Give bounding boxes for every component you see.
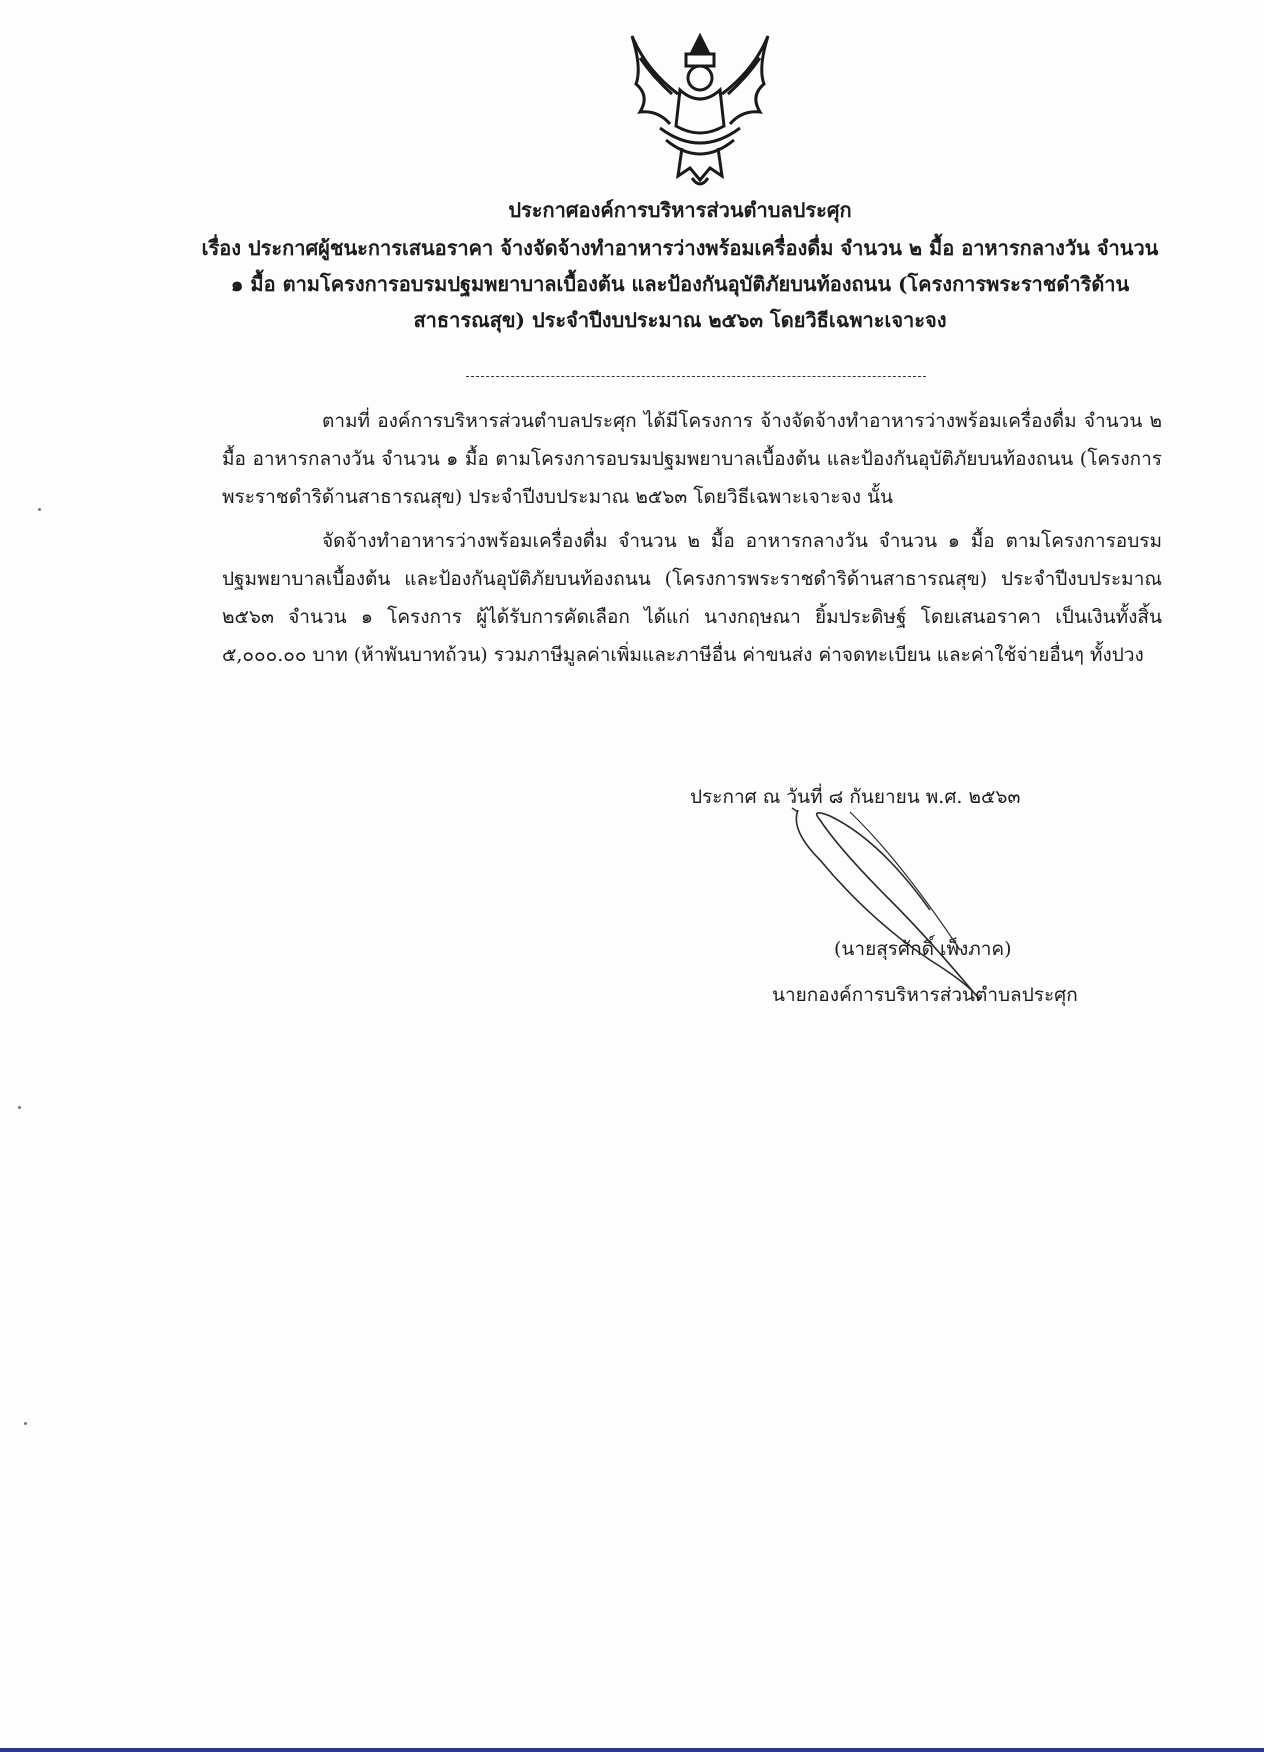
scan-speck — [18, 1106, 21, 1109]
signatory-name: (นายสุรศักดิ์ เพ็งภาค) — [834, 938, 1012, 960]
garuda-emblem-icon — [620, 28, 780, 193]
announcement-date: ประกาศ ณ วันที่ ๘ กันยายน พ.ศ. ๒๕๖๓ — [690, 786, 1021, 808]
announcement-title: ประกาศองค์การบริหารส่วนตำบลประศุก — [508, 198, 852, 222]
scan-speck — [24, 1422, 27, 1425]
announcement-subject: เรื่อง ประกาศผู้ชนะการเสนอราคา จ้างจัดจ้างทำอาหารว่างพร้อมเครื่องดื่ม จำนวน ๒ มื้อ อาหารกลางวัน จำนวน ๑ มื้อ ตามโครงการอบรมปฐมพยาบาลเบื้องต้น และป้องกันอุบัติภัยบนท้องถนน (โครงการพระราชดำริด้านสาธารณสุข) ประจำปีงบประมาณ ๒๕๖๓ โดยวิธีเฉพาะเจาะจง — [201, 236, 1159, 332]
dashed-divider — [466, 376, 926, 377]
signatory-title: นายกองค์การบริหารส่วนตำบลประศุก — [772, 984, 1078, 1006]
body-paragraph-2: จัดจ้างทำอาหารว่างพร้อมเครื่องดื่ม จำนวน ๒ มื้อ อาหารกลางวัน จำนวน ๑ มื้อ ตามโครงการอบรมปฐมพยาบาลเบื้องต้น และป้องกันอุบัติภัยบนท้องถนน (โครงการพระราชดำริด้านสาธารณสุข) ประจำปีงบประมาณ ๒๕๖๓ จำนวน ๑ โครงการ ผู้ได้รับการคัดเลือก ได้แก่ นางกฤษณา ยิ้มประดิษฐ์ โดยเสนอราคา เป็นเงินทั้งสิ้น ๕,๐๐๐.๐๐ บาท (ห้าพันบาทถ้วน) รวมภาษีมูลค่าเพิ่มและภาษีอื่น ค่าขนส่ง ค่าจดทะเบียน และค่าใช้จ่ายอื่นๆ ทั้งปวง — [222, 530, 1162, 666]
scan-speck — [38, 508, 41, 511]
scan-edge — [0, 1748, 1264, 1752]
body-paragraph-1: ตามที่ องค์การบริหารส่วนตำบลประศุก ได้มีโครงการ จ้างจัดจ้างทำอาหารว่างพร้อมเครื่องดื่ม จำนวน ๒ มื้อ อาหารกลางวัน จำนวน ๑ มื้อ ตามโครงการอบรมปฐมพยาบาลเบื้องต้น และป้องกันอุบัติภัยบนท้องถนน (โครงการพระราชดำริด้านสาธารณสุข) ประจำปีงบประมาณ ๒๕๖๓ โดยวิธีเฉพาะเจาะจง นั้น — [222, 410, 1162, 508]
